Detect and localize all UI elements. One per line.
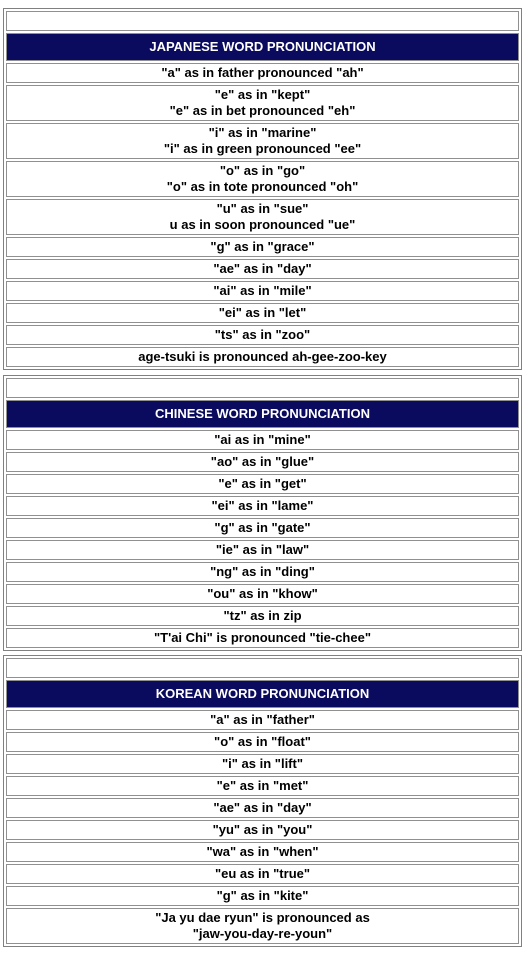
pronunciation-row: [6, 85, 519, 121]
pronunciation-text: "ie" as in "law": [215, 542, 310, 557]
pronunciation-row: [6, 63, 519, 83]
pronunciation-row: [6, 864, 519, 884]
pronunciation-row: [6, 754, 519, 774]
pronunciation-text: "o" as in "float": [214, 734, 311, 749]
pronunciation-text: "e" as in bet pronounced "eh": [169, 103, 356, 118]
chinese-section-title: CHINESE WORD PRONUNCIATION: [6, 400, 519, 428]
pronunciation-row: [6, 518, 519, 538]
pronunciation-text: "u" as in "sue": [216, 201, 309, 216]
pronunciation-row: [6, 606, 519, 626]
japanese-pronunciation-table: [3, 8, 522, 370]
pronunciation-text: "ai" as in "mile": [213, 283, 312, 298]
japanese-section-title: JAPANESE WORD PRONUNCIATION: [6, 33, 519, 61]
pronunciation-row: [6, 710, 519, 730]
pronunciation-text: "yu" as in "you": [212, 822, 313, 837]
pronunciation-row: [6, 123, 519, 159]
pronunciation-row: [6, 325, 519, 345]
pronunciation-row: [6, 452, 519, 472]
pronunciation-row: [6, 584, 519, 604]
pronunciation-row: [6, 259, 519, 279]
pronunciation-text: "ng" as in "ding": [210, 564, 315, 579]
pronunciation-text: "e" as in "kept": [214, 87, 311, 102]
pronunciation-row: [6, 628, 519, 648]
pronunciation-text: "ae" as in "day": [213, 261, 312, 276]
pronunciation-text: "a" as in "father": [210, 712, 315, 727]
spacer-row: [6, 378, 519, 398]
pronunciation-row: [6, 496, 519, 516]
pronunciation-row: [6, 886, 519, 906]
pronunciation-text: u as in soon pronounced "ue": [169, 217, 356, 232]
pronunciation-text: "e" as in "get": [218, 476, 307, 491]
pronunciation-text: "eu as in "true": [214, 866, 311, 881]
pronunciation-text: "o" as in tote pronounced "oh": [166, 179, 359, 194]
pronunciation-row: [6, 562, 519, 582]
pronunciation-text: "ei" as in "let": [218, 305, 307, 320]
pronunciation-text: "i" as in "lift": [222, 756, 303, 771]
pronunciation-text: "Ja yu dae ryun" is pronounced as: [155, 910, 370, 925]
pronunciation-text: "ts" as in "zoo": [214, 327, 311, 342]
pronunciation-row: [6, 798, 519, 818]
pronunciation-text: "ei" as in "lame": [211, 498, 314, 513]
pronunciation-text: "ao" as in "glue": [210, 454, 315, 469]
pronunciation-text: "i" as in "marine": [208, 125, 317, 140]
pronunciation-text: "T'ai Chi" is pronounced "tie-chee": [154, 630, 371, 645]
pronunciation-row: [6, 161, 519, 197]
pronunciation-row: [6, 199, 519, 235]
korean-section-title: KOREAN WORD PRONUNCIATION: [6, 680, 519, 708]
pronunciation-row: [6, 540, 519, 560]
pronunciation-text: "g" as in "gate": [214, 520, 311, 535]
pronunciation-row: [6, 237, 519, 257]
korean-pronunciation-table: [3, 655, 522, 947]
pronunciation-row: [6, 776, 519, 796]
pronunciation-text: "a" as in father pronounced "ah": [161, 65, 364, 80]
pronunciation-row: [6, 474, 519, 494]
pronunciation-text: "jaw-you-day-re-youn": [192, 926, 333, 941]
spacer-row: [6, 11, 519, 31]
pronunciation-text: "ai as in "mine": [214, 432, 311, 447]
pronunciation-row: [6, 842, 519, 862]
pronunciation-row: [6, 732, 519, 752]
spacer-row: [6, 658, 519, 678]
pronunciation-text: "ou" as in "khow": [207, 586, 318, 601]
pronunciation-row: [6, 303, 519, 323]
chinese-pronunciation-table: [3, 375, 522, 651]
pronunciation-text: "tz" as in zip: [223, 608, 302, 623]
pronunciation-row: [6, 820, 519, 840]
pronunciation-text: "wa" as in "when": [206, 844, 319, 859]
pronunciation-text: "g" as in "grace": [210, 239, 315, 254]
pronunciation-row: [6, 430, 519, 450]
pronunciation-text: "i" as in green pronounced "ee": [163, 141, 362, 156]
pronunciation-text: "ae" as in "day": [213, 800, 312, 815]
pronunciation-text: "o" as in "go": [219, 163, 306, 178]
pronunciation-row: [6, 281, 519, 301]
pronunciation-text: "e" as in "met": [216, 778, 309, 793]
pronunciation-row: [6, 908, 519, 944]
pronunciation-row: [6, 347, 519, 367]
pronunciation-text: age-tsuki is pronounced ah-gee-zoo-key: [138, 349, 387, 364]
pronunciation-text: "g" as in "kite": [216, 888, 309, 903]
